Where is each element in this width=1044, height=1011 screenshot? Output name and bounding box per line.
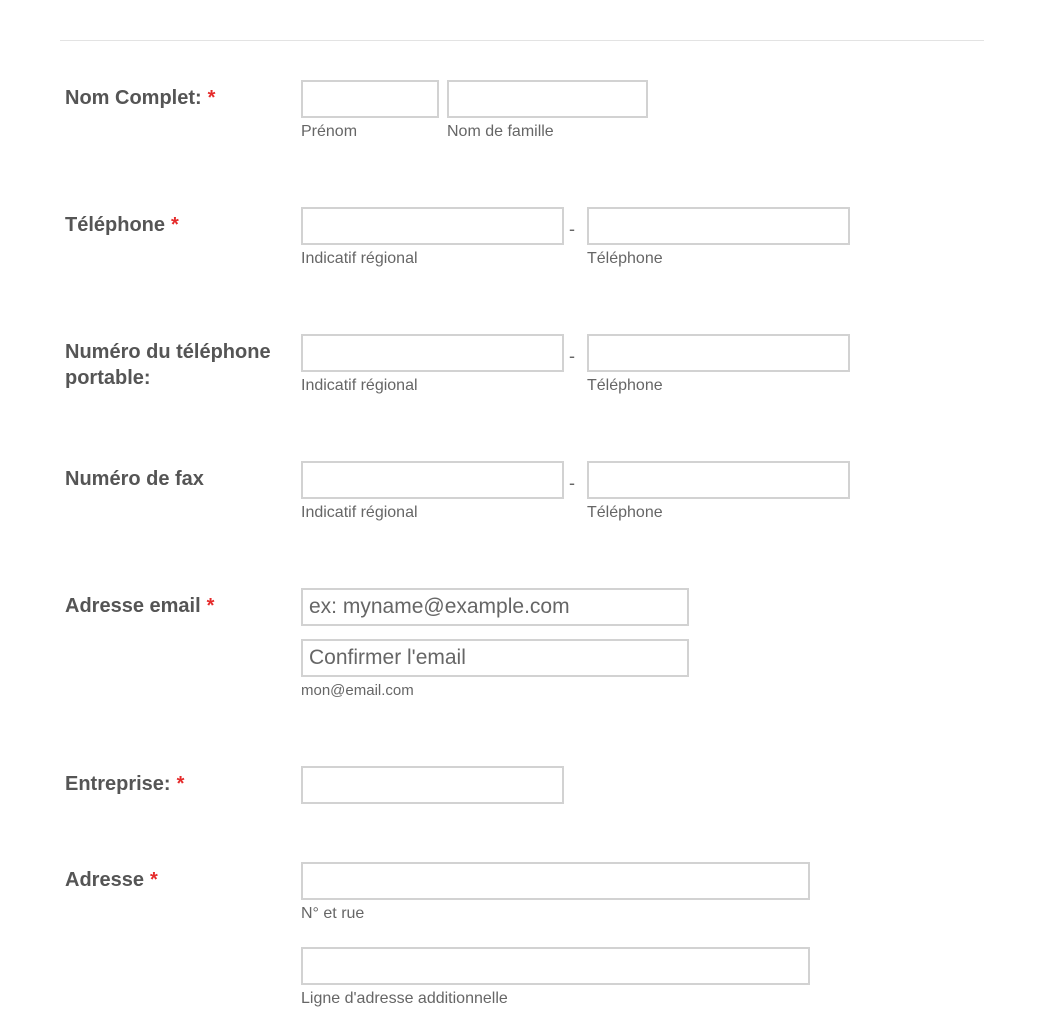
last-name-input[interactable] bbox=[447, 80, 648, 118]
fax-label: Numéro de fax bbox=[65, 468, 204, 490]
phone-number-sublabel: Téléphone bbox=[587, 250, 663, 267]
required-asterisk: * bbox=[171, 214, 179, 236]
fax-number-input[interactable] bbox=[587, 461, 850, 499]
company-label bbox=[65, 771, 300, 797]
first-name-sublabel: Prénom bbox=[301, 123, 358, 140]
first-name-input[interactable] bbox=[301, 80, 439, 118]
phone-separator: - bbox=[569, 219, 575, 239]
fax-area-sublabel: Indicatif régional bbox=[301, 504, 418, 521]
phone-area-input[interactable] bbox=[301, 207, 564, 245]
address-line2-input[interactable] bbox=[301, 947, 810, 985]
divider bbox=[60, 40, 984, 41]
address-line1-sublabel: N° et rue bbox=[301, 905, 365, 922]
fax-number-sublabel: Téléphone bbox=[587, 504, 663, 521]
email-sublabel: mon@email.com bbox=[301, 682, 414, 699]
mobile-number-sublabel: Téléphone bbox=[587, 377, 663, 394]
last-name-sublabel: Nom de famille bbox=[447, 123, 554, 140]
label-text: Nom Complet: bbox=[65, 87, 202, 109]
phone-label bbox=[65, 212, 300, 238]
label-text: Adresse email bbox=[65, 595, 201, 617]
mobile-label: Numéro du téléphone portable: bbox=[65, 341, 271, 389]
mobile-area-input[interactable] bbox=[301, 334, 564, 372]
label-text: Adresse bbox=[65, 869, 144, 891]
phone-number-input[interactable] bbox=[587, 207, 850, 245]
address-line2-sublabel: Ligne d'adresse additionnelle bbox=[301, 990, 508, 1007]
confirm-email-input[interactable] bbox=[301, 639, 689, 677]
email-label bbox=[65, 593, 300, 619]
fax-area-input[interactable] bbox=[301, 461, 564, 499]
phone-area-sublabel: Indicatif régional bbox=[301, 250, 418, 267]
email-input[interactable] bbox=[301, 588, 689, 626]
required-asterisk: * bbox=[176, 773, 185, 795]
label-text: Téléphone bbox=[65, 214, 166, 236]
company-input[interactable] bbox=[301, 766, 564, 804]
mobile-area-sublabel: Indicatif régional bbox=[301, 377, 418, 394]
mobile-separator: - bbox=[569, 346, 575, 366]
address-line1-input[interactable] bbox=[301, 862, 810, 900]
required-asterisk: * bbox=[149, 869, 158, 891]
address-label bbox=[65, 867, 300, 893]
label-text: Entreprise: bbox=[65, 773, 171, 795]
full-name-label bbox=[65, 85, 300, 111]
mobile-number-input[interactable] bbox=[587, 334, 850, 372]
required-asterisk: * bbox=[207, 87, 216, 109]
required-asterisk: * bbox=[206, 595, 215, 617]
fax-separator: - bbox=[569, 473, 575, 493]
